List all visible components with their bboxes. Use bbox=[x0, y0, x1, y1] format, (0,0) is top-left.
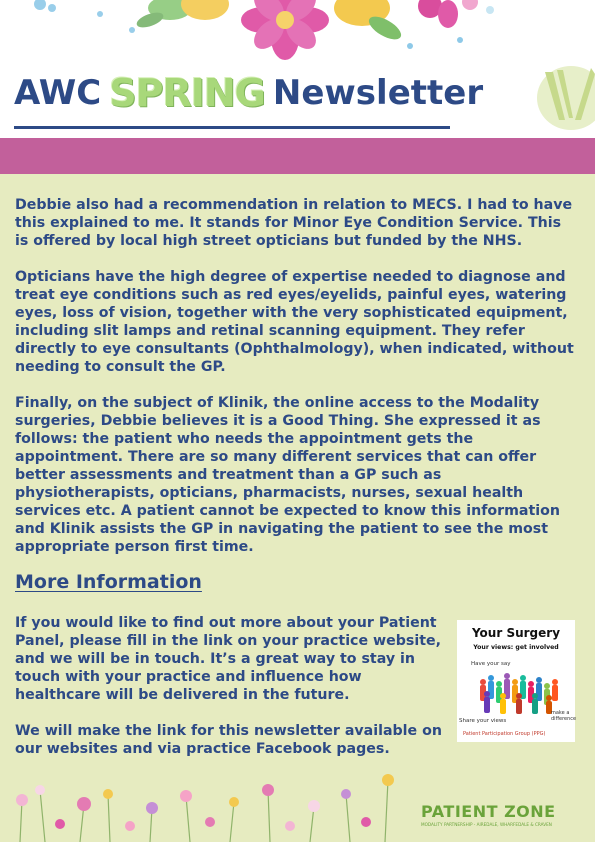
share-your-views-label: Share your views bbox=[459, 718, 507, 724]
paragraph-mecs: Debbie also had a recommendation in relation to MECS. I had to have this explained to me. It stands for Minor Eye Condition Service. This is offered by local high street opticians but funded by the NHS. bbox=[15, 197, 573, 249]
patient-zone-logo: PATIENT ZONE bbox=[421, 802, 556, 821]
newsletter-content bbox=[0, 174, 595, 842]
modality-v-logo-icon bbox=[535, 60, 595, 130]
newsletter-header bbox=[0, 0, 595, 138]
your-surgery-title: Your Surgery bbox=[471, 626, 561, 640]
paragraph-opticians: Opticians have the high degree of expertise needed to diagnose and treat eye conditions such as red eyes/eyelids, painful eyes, watering eyes, loss of vision, together with the very sophisticated equipment, including slit lamps and retinal scanning equipment. They refer directly to eye consultants (Ophthalmology), when indicated, without needing to consult the GP. bbox=[15, 269, 574, 375]
your-surgery-graphic bbox=[457, 620, 575, 742]
have-your-say-label: Have your say bbox=[471, 661, 511, 667]
paragraph-klinik: Finally, on the subject of Klinik, the online access to the Modality surgeries, Debbie believes it is a Good Thing. She expressed it as follows: the patient who needs the appointment gets the appointment. There are so many different services that can offer better assessments and treatment than a GP such as physiotherapists, opticians, pharmacists, nurses, sexual health services etc. A patient cannot be expected to know this information and Klinik assists the GP in navigating the patient to see the most appropriate person first time. bbox=[15, 395, 560, 555]
more-information-heading: More Information bbox=[15, 571, 202, 593]
title-prefix: AWC bbox=[14, 73, 102, 113]
title-suffix: Newsletter bbox=[272, 73, 484, 113]
flower-banner-illustration bbox=[0, 0, 595, 70]
title-spring-word: SPRING bbox=[109, 71, 265, 115]
header-accent-bar bbox=[0, 138, 595, 174]
paragraph-newsletter-link: We will make the link for this newsletter available on our websites and via practice Facebook pages. bbox=[15, 723, 442, 757]
crowd-people-icon bbox=[475, 668, 561, 716]
your-surgery-subtitle: Your views: get involved bbox=[473, 644, 559, 651]
newsletter-title bbox=[14, 68, 483, 118]
ppg-label: Patient Participation Group (PPG) bbox=[463, 731, 546, 737]
wildflower-footer-illustration bbox=[0, 760, 410, 842]
make-a-difference-label: make a difference bbox=[551, 710, 577, 722]
paragraph-patient-panel: If you would like to find out more about your Patient Panel, please fill in the link on your practice website, and we will be in touch. It’s a great way to stay in touch with your practice and influence how healthcare will be delivered in the future. bbox=[15, 615, 442, 703]
title-underline bbox=[14, 126, 450, 129]
patient-zone-subline: MODALITY PARTNERSHIP - AIREDALE, WHARFEDALE & CRAVEN bbox=[421, 822, 552, 827]
